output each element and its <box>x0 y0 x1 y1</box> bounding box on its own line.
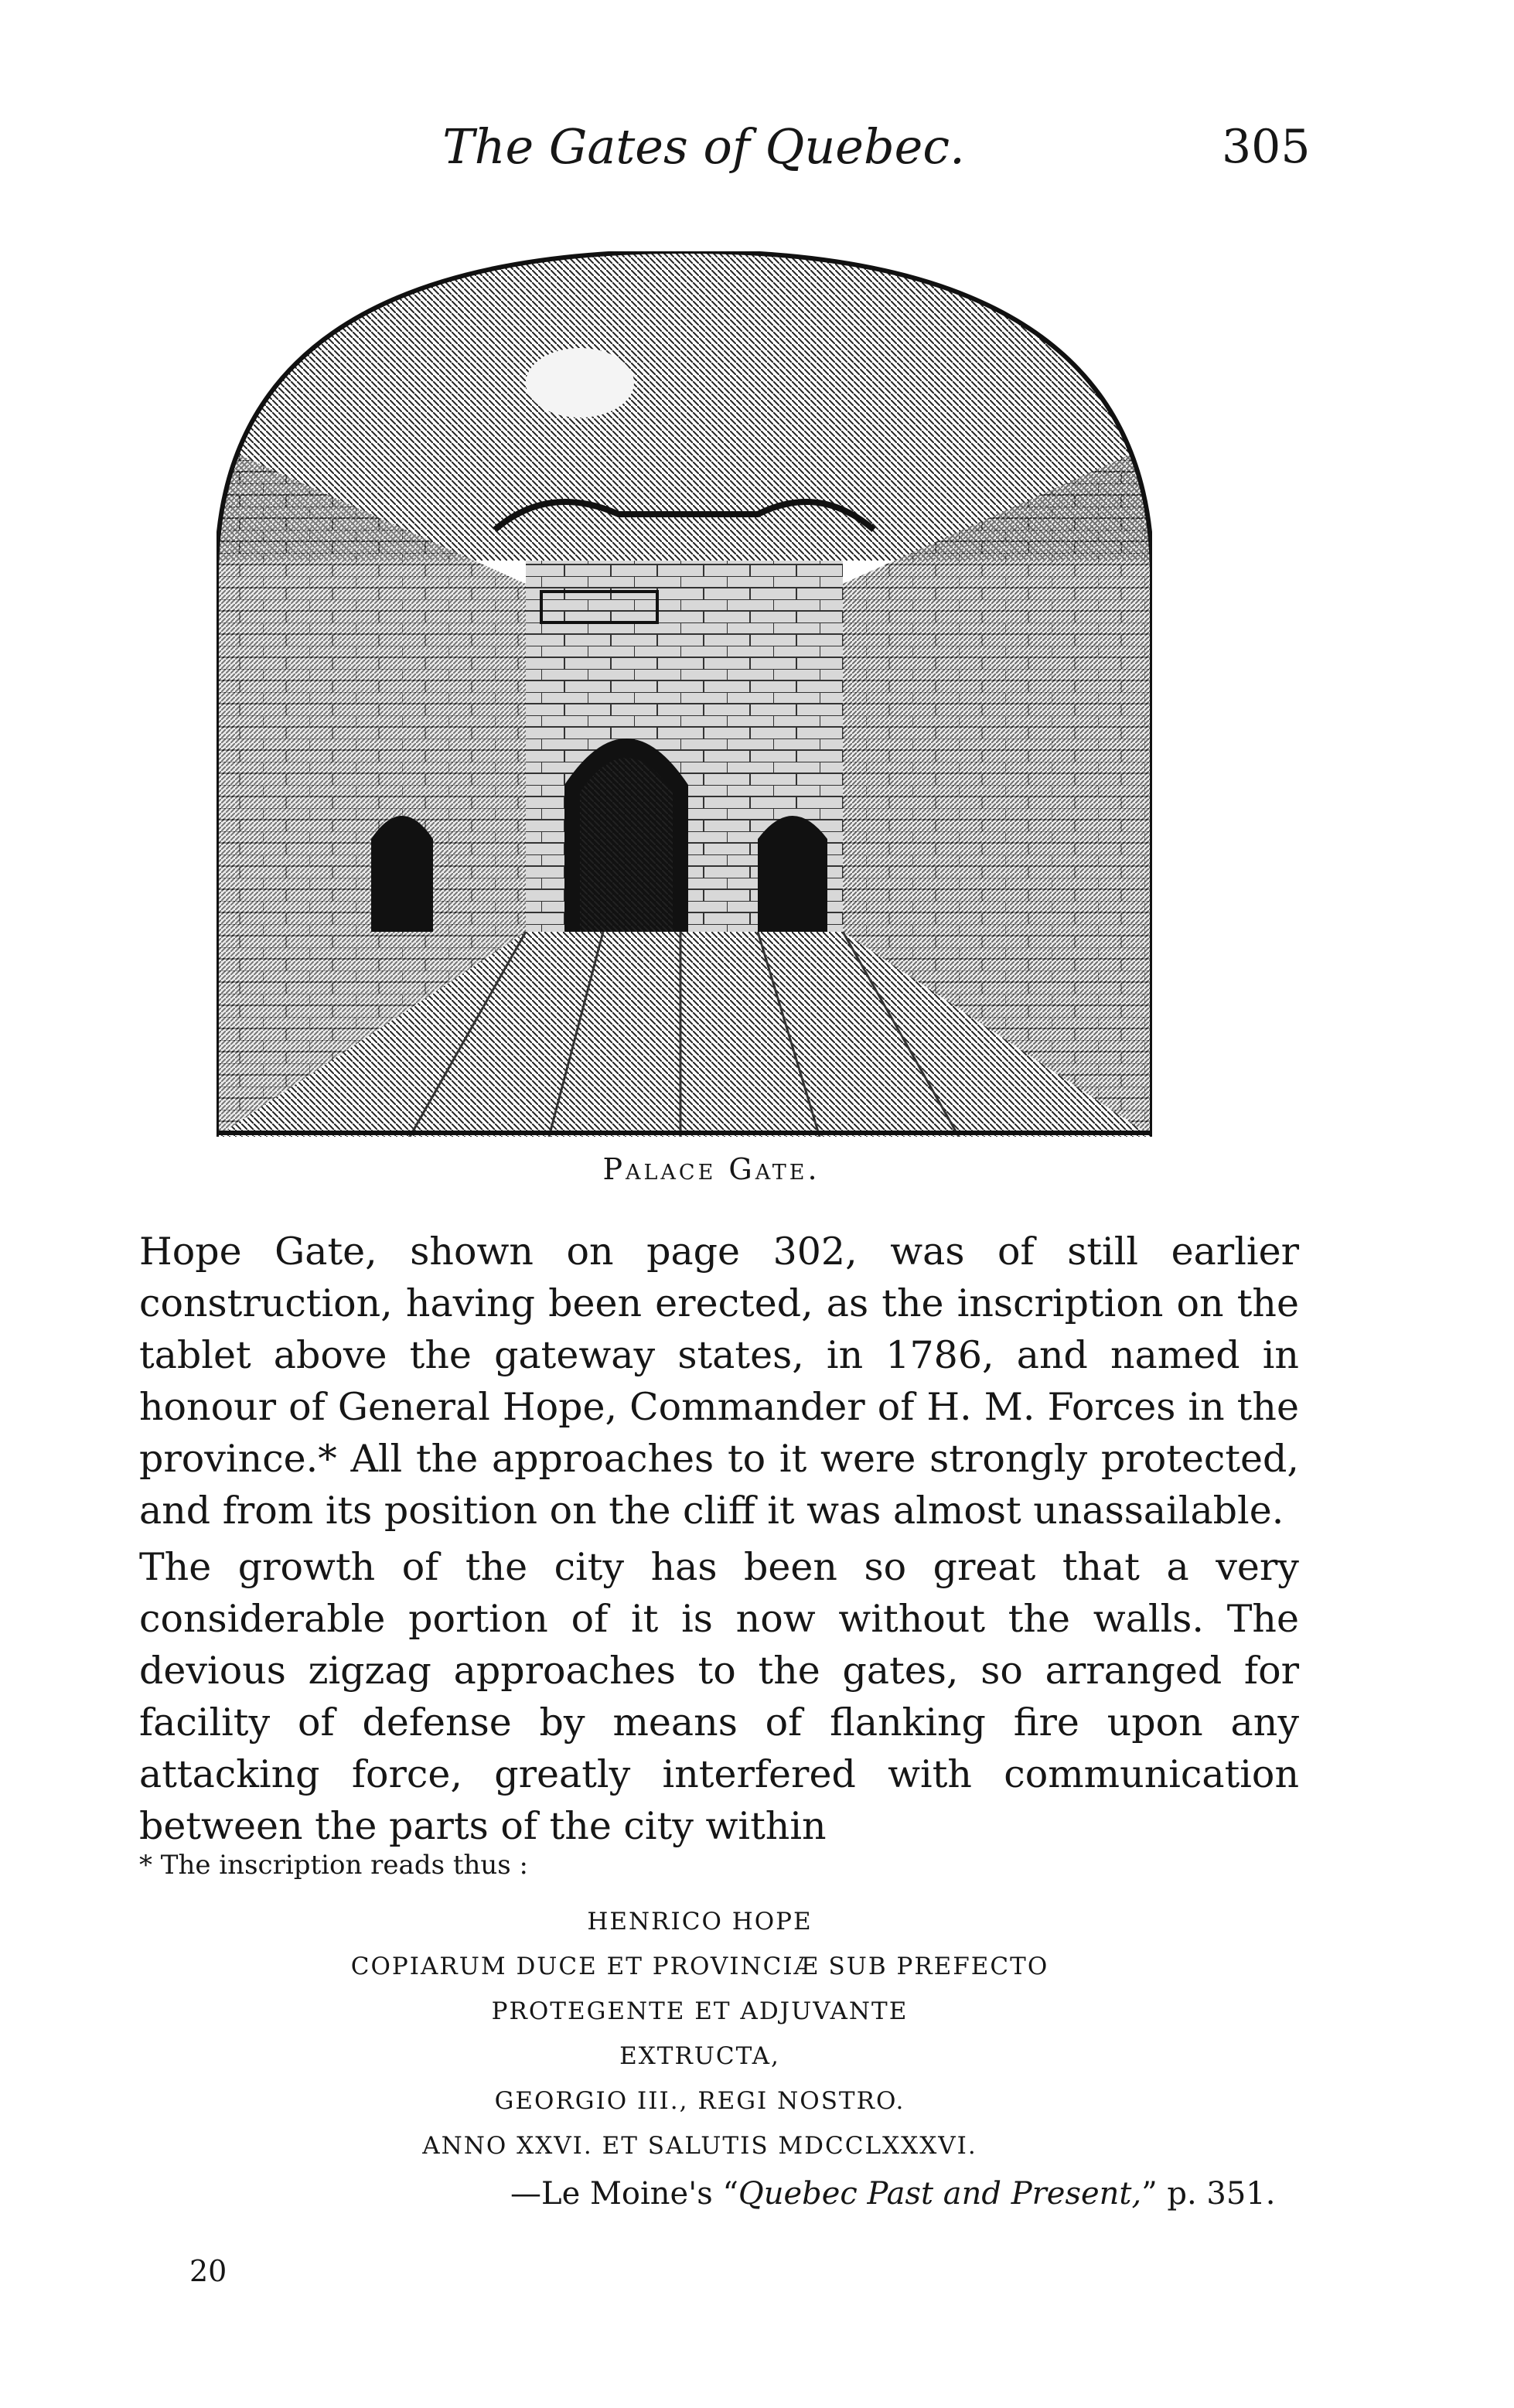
footnote-attribution <box>510 2174 1275 2213</box>
inscription <box>294 1899 1106 2168</box>
attribution-prefix: —Le Moine's “ <box>510 2176 738 2212</box>
palace-gate-engraving <box>217 251 1152 1137</box>
footnote-intro: * The inscription reads thus : <box>139 1850 529 1881</box>
inscription-line: PROTEGENTE ET ADJUVANTE <box>491 1997 909 2025</box>
paragraph: The growth of the city has been so great that a very considerable portion of it is now without the walls. The devious zigzag approaches to the gates, so arranged for facility of defense by means of flanking fire upon any attacking force, greatly interfered with communication between the parts of the city within <box>139 1545 1299 1848</box>
figure-caption: Palace Gate. <box>602 1152 820 1186</box>
inscription-line: ANNO XXVI. ET SALUTIS MDCCLXXXVI. <box>422 2132 977 2160</box>
inscription-line: EXTRUCTA, <box>619 2042 780 2070</box>
attribution-title: Quebec Past and Present, <box>738 2176 1142 2212</box>
inscription-line: GEORGIO III., REGI NOSTRO. <box>494 2087 905 2115</box>
body-text <box>139 1226 1299 1857</box>
attribution-suffix: ” p. 351. <box>1141 2176 1276 2212</box>
paragraph: Hope Gate, shown on page 302, was of still earlier construction, having been erected, as the inscription on the tablet above the gateway states, in 1786, and named in honour of General Hope, Commander of H. M. Forces in the province.* All the approaches to it were strongly protected, and from its position on the cliff it was almost unassailable. <box>139 1230 1299 1533</box>
inscription-line: COPIARUM DUCE ET PROVINCIÆ SUB PREFECTO <box>350 1953 1049 1980</box>
page-number: 305 <box>1222 120 1311 174</box>
running-title: The Gates of Quebec. <box>442 118 965 175</box>
signature-mark: 20 <box>189 2254 227 2288</box>
inscription-line: HENRICO HOPE <box>587 1908 813 1936</box>
